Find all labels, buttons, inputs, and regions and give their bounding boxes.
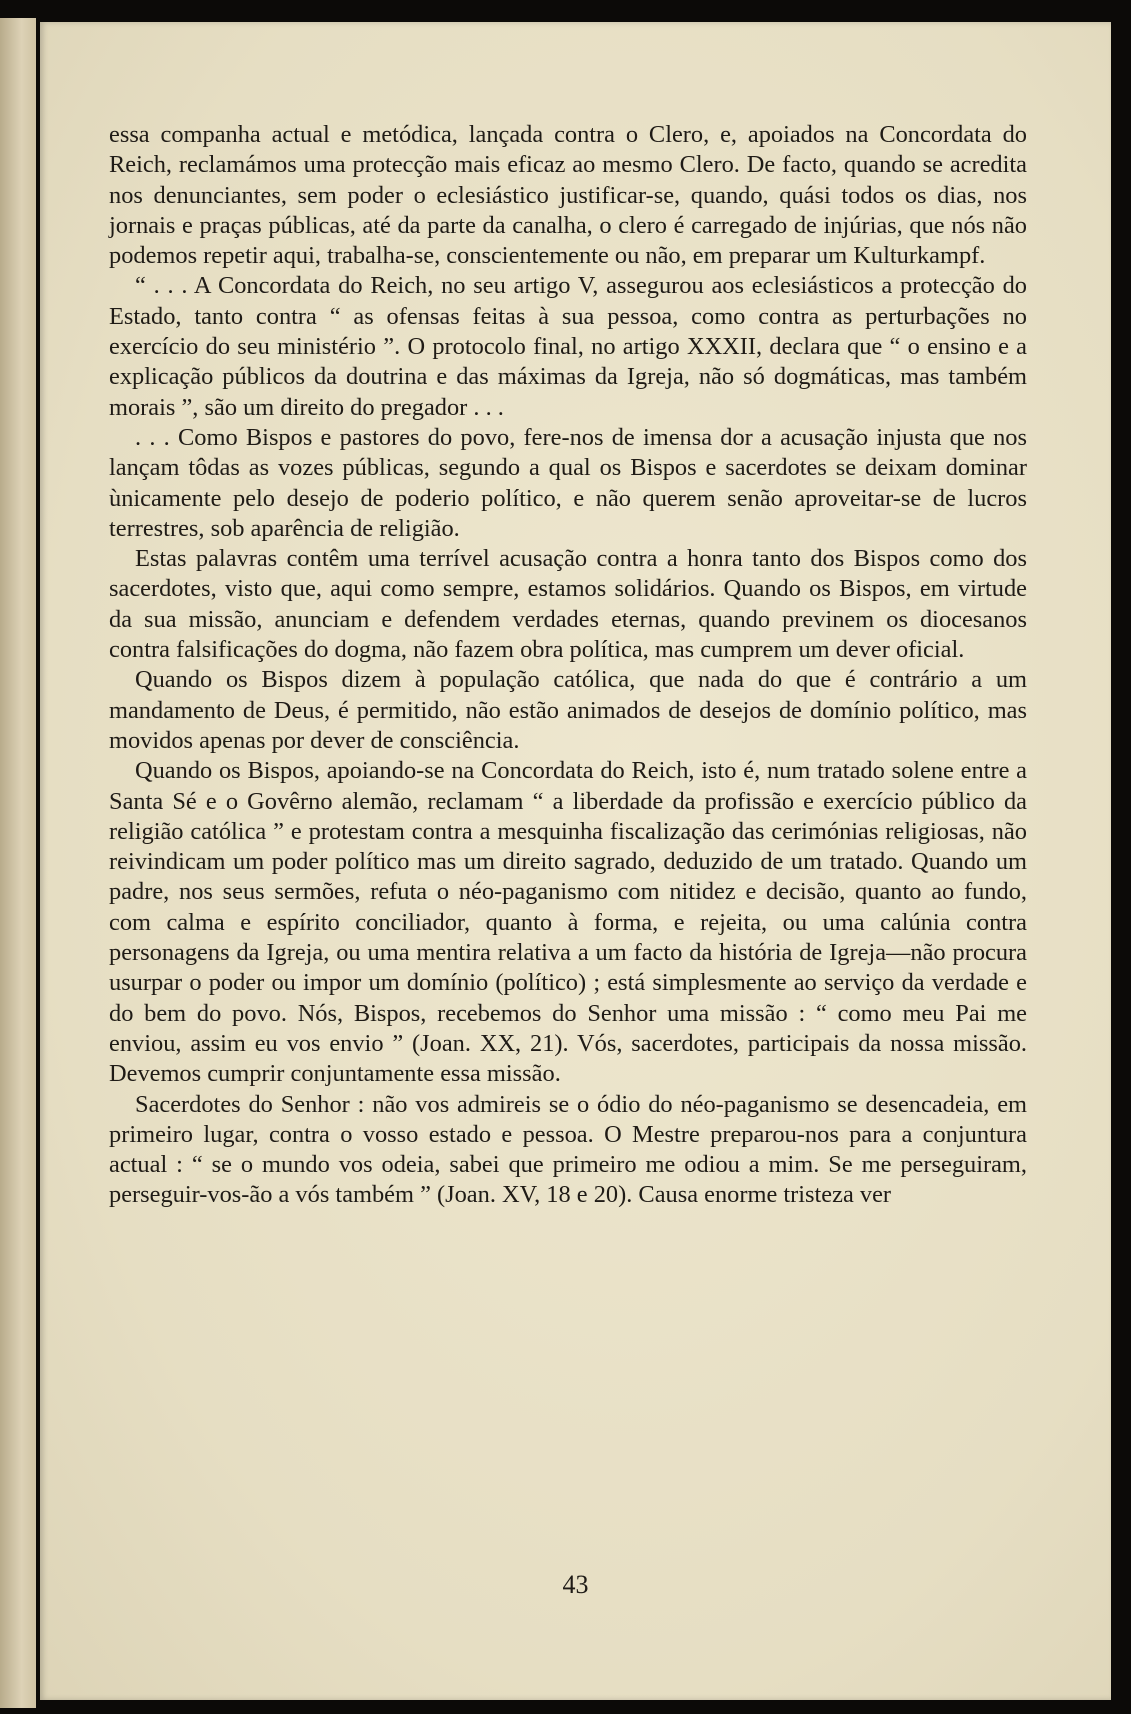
paragraph-conscience: Quando os Bispos dizem à população católica, que nada do que é contrário a um mandamento de Deus, é permitido, não estão animados de desejos de domínio político, mas movidos apenas por dever de consciência. [109,666,1027,754]
left-page-edge [0,18,36,1708]
paragraph-continuation: essa companha actual e metódica, lançada contra o Clero, e, apoiados na Concordata do Reich, reclamámos uma protecção mais eficaz ao mesmo Clero. De facto, quando se acredita nos denunciantes, sem poder o eclesiástico justificar-se, quando, quási todos os dias, nos jornais e praças públicas, até da parte da canalha, o clero é carregado de injúrias, que nós não podemos repetir aqui, trabalha-se, conscientemente ou não, em preparar um Kulturkampf. [109,121,1027,270]
paragraph-treaty: Quando os Bispos, apoiando-se na Concordata do Reich, isto é, num tratado solene entre a Santa Sé e o Govêrno alemão, reclamam “ a liberdade da profissão e exercício público da religião católica ” e protestam contra a mesquinha fiscalização das cerimónias religiosas, não reivindicam um poder político mas um direito sagrado, deduzido de um tratado. Quando um padre, nos seus sermões, refuta o néo-paganismo com nitidez e decisão, quanto ao fundo, com calma e espírito conciliador, quanto à forma, e rejeita, ou uma calúnia contra personagens da Igreja, ou uma mentira relativa a um facto da história de Igreja—não procura usurpar o poder ou impor um domínio (político) ; está simplesmente ao serviço da verdade e do bem do povo. Nós, Bispos, recebemos do Senhor uma missão : “ como meu Pai me enviou, assim eu vos envio ” (Joan. XX, 21). Vós, sacerdotes, participais da nossa missão. Devemos cumprir conjuntamente essa missão. [109,757,1027,1088]
paragraph-quote-concordata: “ . . . A Concordata do Reich, no seu artigo V, assegurou aos eclesiásticos a protecção do Estado, tanto contra “ as ofensas feitas à sua pessoa, como contra as perturbações no exercício do seu ministério ”. O protocolo final, no artigo XXXII, declara que “ o ensino e a explicação públicos da doutrina e das máximas da Igreja, não só dogmáticas, mas também morais ”, são um direito do pregador . . . [109,272,1027,421]
paragraph-accusation: Estas palavras contêm uma terrível acusação contra a honra tanto dos Bispos como dos sacerdotes, visto que, aqui como sempre, estamos solidários. Quando os Bispos, em virtude da sua missão, anunciam e defendem verdades eternas, quando previnem os diocesanos contra falsificações do dogma, não fazem obra política, mas cumprem um dever oficial. [109,545,1027,664]
page-number: 43 [562,1570,589,1599]
paragraph-quote-bishops: . . . Como Bispos e pastores do povo, fere-nos de imensa dor a acusação injusta que nos lançam tôdas as vozes públicas, segundo a qual os Bispos e sacerdotes se deixam dominar ùnicamente pelo desejo de poderio político, e não querem senão aproveitar-se de lucros terrestres, sob aparência de religião. [109,423,1027,542]
body-text [109,120,1027,1211]
book-page [40,22,1111,1700]
paragraph-priests: Sacerdotes do Senhor : não vos admireis se o ódio do néo-paganismo se desencadeia, em primeiro lugar, contra o vosso estado e pessoa. O Mestre preparou-nos para a conjuntura actual : “ se o mundo vos odeia, sabei que primeiro me odiou a mim. Se me perseguiram, perseguir-vos-ão a vós também ” (Joan. XV, 18 e 20). Causa enorme tristeza ver [109,1090,1027,1209]
